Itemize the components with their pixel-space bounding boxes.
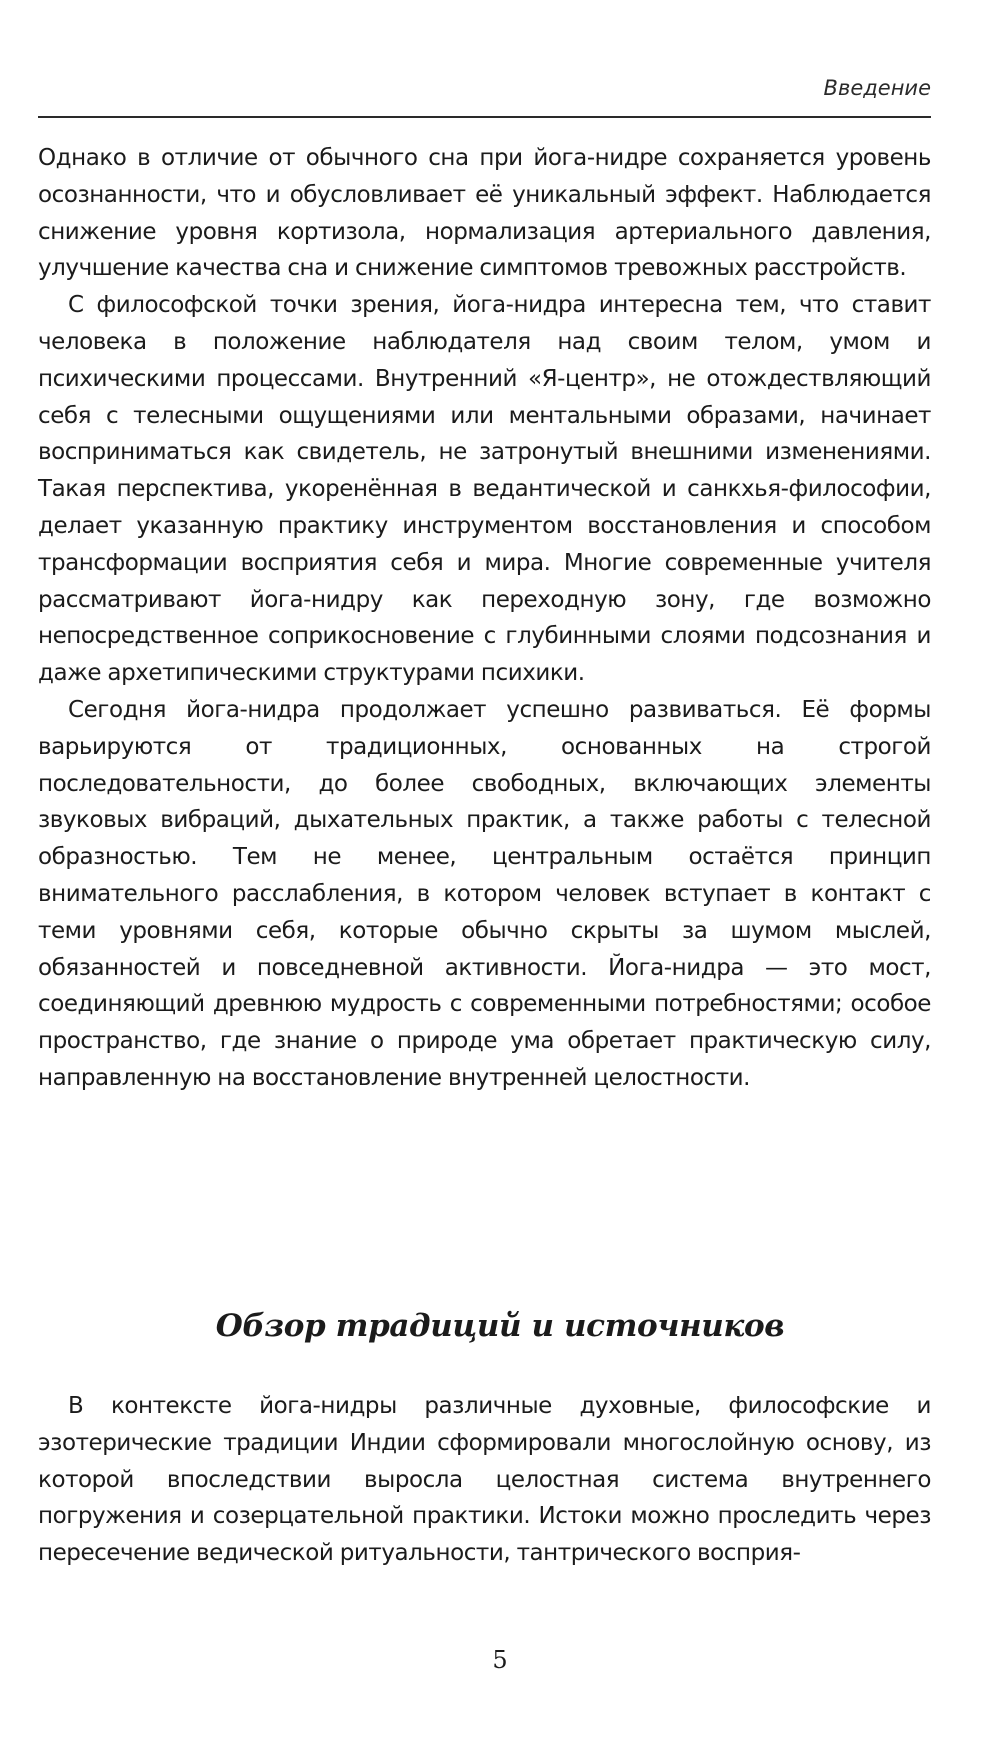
section-heading: Обзор традиций и источников	[215, 1308, 785, 1344]
section-paragraph: В контексте йога-нидры различные духовные, философские и эзотерические традиции Индии сформировали многослойную основу, из которой впоследствии выросла целостная система внутреннего погружения и созерцательной практики. Истоки можно проследить через пересечение ведической ритуальности, тантрического восприя-	[38, 1393, 931, 1567]
section-text-block	[38, 1388, 931, 1572]
paragraph-1: Однако в отличие от обычного сна при йога-нидре сохраняется уровень осознанности, что и обусловливает её уникальный эффект. Наблюдается снижение уровня кортизола, нормализация артериального давления, улучшение качества сна и снижение симптомов тревожных расстройств.	[38, 145, 931, 282]
running-header-title: Введение	[823, 76, 931, 100]
running-header	[38, 72, 931, 118]
page-number: 5	[492, 1646, 508, 1674]
paragraph-2: С философской точки зрения, йога-нидра интересна тем, что ставит человека в положение наблюдателя над своим телом, умом и психическими процессами. Внутренний «Я-центр», не отождествляющий себя с телесными ощущениями или ментальными образами, начинает восприниматься как свидетель, не затронутый внешними изменениями. Такая перспектива, укоренённая в ведантической и санкхья-философии, делает указанную практику инструментом восстановления и способом трансформации восприятия себя и мира. Многие современные учителя рассматривают йога-нидру как переходную зону, где возможно непосредственное соприкосновение с глубинными слоями подсознания и даже архетипическими структурами психики.	[38, 292, 931, 687]
main-text-block	[38, 140, 931, 1097]
paragraph-3: Сегодня йога-нидра продолжает успешно развиваться. Её формы варьируются от традиционных, основанных на строгой последовательности, до более свободных, включающих элементы звуковых вибраций, дыхательных практик, а также работы с телесной образностью. Тем не менее, центральным остаётся принцип внимательного расслабления, в котором человек вступает в контакт с теми уровнями себя, которые обычно скрыты за шумом мыслей, обязанностей и повседневной активности. Йога-нидра — это мост, соединяющий древнюю мудрость с современными потребностями; особое пространство, где знание о природе ума обретает практическую силу, направленную на восстановление внутренней целостности.	[38, 696, 931, 1091]
